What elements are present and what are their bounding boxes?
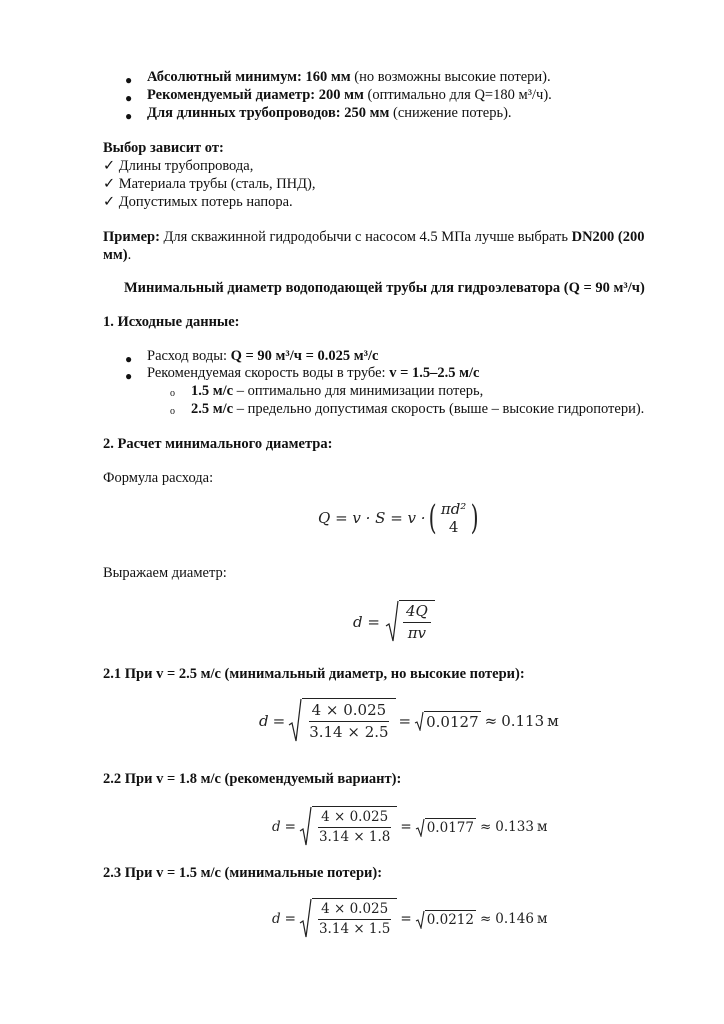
heading-input-data: 1. Исходные данные:	[103, 314, 240, 330]
speed-max: 2.5 м/с – предельно допустимая скорость (выше – высокие гидропотери).	[191, 401, 645, 417]
sqrt-sign: $\frac{4Q}{\pi v}$	[385, 600, 435, 644]
depends-item: ✓ Длины трубопровода,	[103, 158, 254, 174]
left-paren: (	[428, 498, 437, 538]
bullet-dot: ●	[125, 369, 133, 383]
flow-formula: Q = v · S = v · ( πd² 4 )	[318, 498, 479, 538]
express-label: Выражаем диаметр:	[103, 565, 227, 581]
bullet-recommended-diameter: Рекомендуемый диаметр: 200 мм (оптимально для Q=180 м³/ч).	[147, 87, 552, 103]
sqrt-sign: 0.0212	[415, 910, 476, 929]
formula-label: Формула расхода:	[103, 470, 214, 486]
bullet-min-diameter: Абсолютный минимум: 160 мм (но возможны высокие потери).	[147, 69, 551, 85]
sqrt-sign: $\frac{4 \times 0.025}{3.14 \times 1.5}$	[299, 898, 397, 940]
sub-bullet-circle: o	[170, 388, 175, 399]
flow-rate: Расход воды: Q = 90 м³/ч = 0.025 м³/с	[147, 348, 379, 364]
bullet-dot: ●	[125, 352, 133, 366]
sqrt-sign: $\frac{4 \times 0.025}{3.14 \times 1.8}$	[299, 806, 397, 848]
bullet-long-pipelines: Для длинных трубопроводов: 250 мм (снижение потерь).	[147, 105, 512, 121]
diameter-formula: d = $\frac{4Q}{\pi v}$	[353, 600, 435, 644]
bullet-dot: ●	[125, 91, 133, 105]
check-icon: ✓	[103, 194, 116, 210]
check-icon: ✓	[103, 176, 116, 192]
example-line: Пример: Для скважинной гидродобычи с насосом 4.5 МПа лучше выбрать DN200 (200	[103, 229, 645, 245]
case-formula: d = $\frac{4 \times 0.025}{3.14 \times 1.5}$ = 0.0212 ≈ 0.146 м	[272, 898, 547, 940]
bullet-dot: ●	[125, 109, 133, 123]
case-heading: 2.1 При v = 2.5 м/с (минимальный диаметр, но высокие потери):	[103, 666, 525, 682]
check-icon: ✓	[103, 158, 116, 174]
heading-calculation: 2. Расчет минимального диаметра:	[103, 436, 333, 452]
section-title: Минимальный диаметр водоподающей трубы для гидроэлеватора (Q = 90 м³/ч)	[124, 280, 645, 296]
sub-bullet-circle: o	[170, 406, 175, 417]
right-paren: )	[470, 498, 479, 538]
area-fraction: πd² 4	[440, 500, 467, 536]
bullet-dot: ●	[125, 73, 133, 87]
sqrt-sign: 0.0127	[414, 711, 481, 731]
example-line-2: мм).	[103, 247, 132, 263]
case-heading: 2.3 При v = 1.5 м/с (минимальные потери):	[103, 865, 383, 881]
case-formula: d = $\frac{4 \times 0.025}{3.14 \times 1.8}$ = 0.0177 ≈ 0.133 м	[272, 806, 547, 848]
sqrt-sign: $\frac{4 \times 0.025}{3.14 \times 2.5}$	[288, 698, 395, 744]
sqrt-sign: 0.0177	[415, 818, 476, 837]
depends-item: ✓ Допустимых потерь напора.	[103, 194, 293, 210]
depends-item: ✓ Материала трубы (сталь, ПНД),	[103, 176, 316, 192]
speed-optimal: 1.5 м/с – оптимально для минимизации потерь,	[191, 383, 484, 399]
case-formula: d = $\frac{4 \times 0.025}{3.14 \times 2.5}$ = 0.0127 ≈ 0.113 м	[259, 698, 559, 744]
depends-title: Выбор зависит от:	[103, 140, 224, 156]
case-heading: 2.2 При v = 1.8 м/с (рекомендуемый вариант):	[103, 771, 402, 787]
speed-range: Рекомендуемая скорость воды в трубе: v = 1.5–2.5 м/с	[147, 365, 480, 381]
